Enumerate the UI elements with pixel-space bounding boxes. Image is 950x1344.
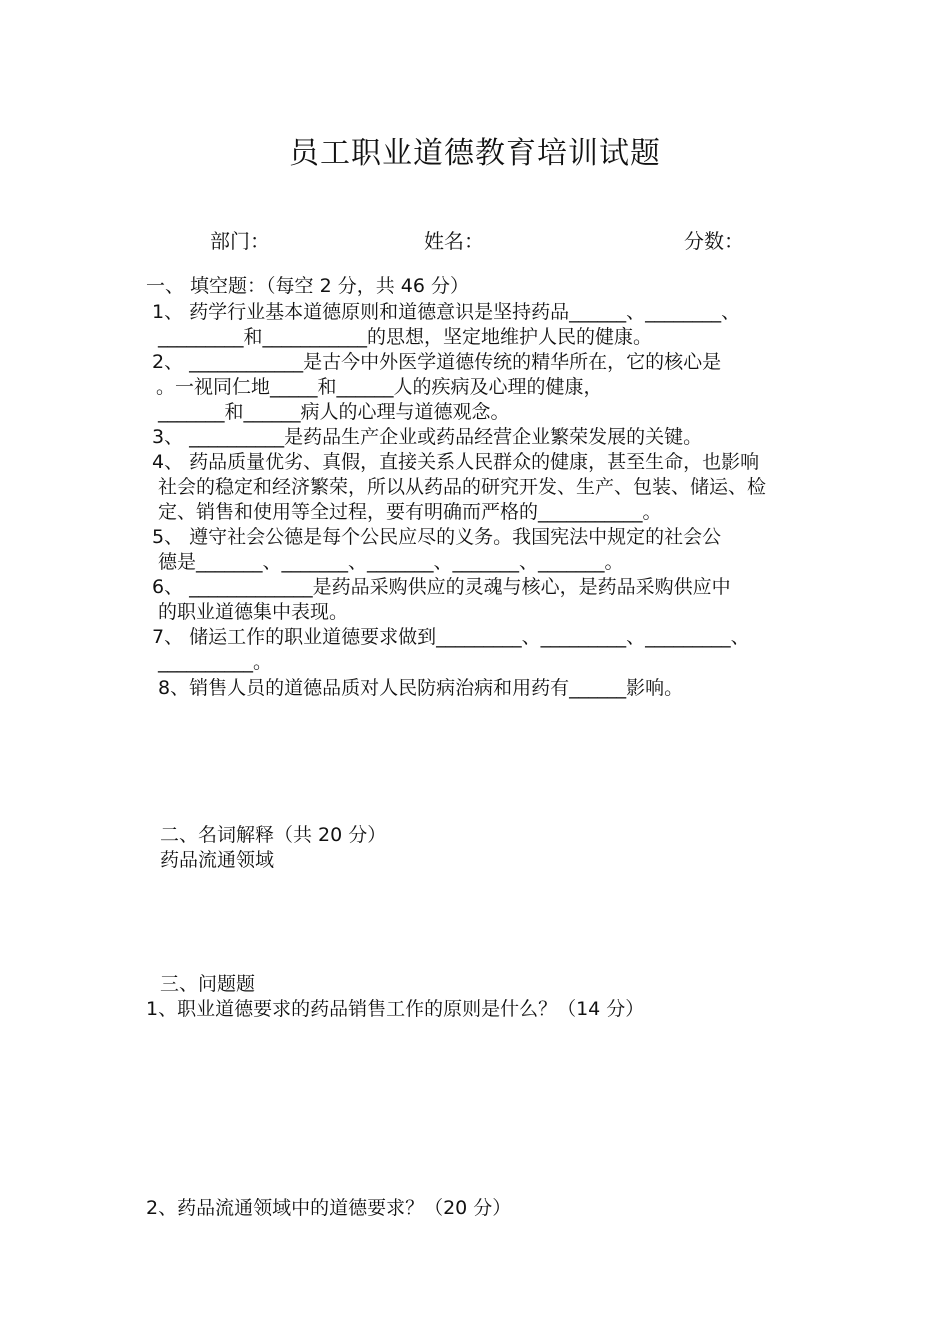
fill-line: 1、 药学行业基本道德原则和道德意识是坚持药品______、________、 [152,301,741,323]
fill-line: 德是_______、_______、_______、_______、_______。 [158,551,624,573]
name-label: 姓名： [424,229,484,253]
fill-line: 定、销售和使用等全过程，要有明确而严格的___________。 [158,501,662,523]
fill-line: 。一视同仁地_____和______人的疾病及心理的健康， [156,376,603,398]
section3-heading: 三、问题题 [160,973,256,995]
section2-heading: 二、名词解释（共 20 分） [160,824,387,846]
fill-line: __________。 [158,651,273,673]
fill-line: 8、销售人员的道德品质对人民防病治病和用药有______影响。 [158,677,684,699]
fill-line: _________和___________的思想，坚定地维护人民的健康。 [158,326,653,348]
fill-line: 3、 __________是药品生产企业或药品经营企业繁荣发展的关键。 [152,426,703,448]
question-2: 2、药品流通领域中的道德要求？（20 分） [146,1197,512,1219]
fill-line: 的职业道德集中表现。 [158,601,349,623]
fill-line: _______和______病人的心理与道德观念。 [158,401,510,423]
question-1: 1、职业道德要求的药品销售工作的原则是什么？（14 分） [146,998,645,1020]
section1-heading: 一、 填空题：（每空 2 分，共 46 分） [146,275,469,297]
fill-line: 4、 药品质量优劣、真假，直接关系人民群众的健康，甚至生命，也影响 [152,451,760,473]
term-item: 药品流通领域 [160,849,275,871]
fill-line: 6、 _____________是药品采购供应的灵魂与核心，是药品采购供应中 [152,576,731,598]
department-label: 部门： [210,229,270,253]
fill-line: 5、 遵守社会公德是每个公民应尽的义务。我国宪法中规定的社会公 [152,526,722,548]
score-label: 分数： [684,229,744,253]
page-title: 员工职业道德教育培训试题 [289,136,661,171]
fill-line: 2、 ____________是古今中外医学道德传统的精华所在，它的核心是 [152,351,722,373]
fill-line: 7、 储运工作的职业道德要求做到_________、_________、_________、 [152,626,750,648]
fill-line: 社会的稳定和经济繁荣，所以从药品的研究开发、生产、包装、储运、检 [158,476,767,498]
